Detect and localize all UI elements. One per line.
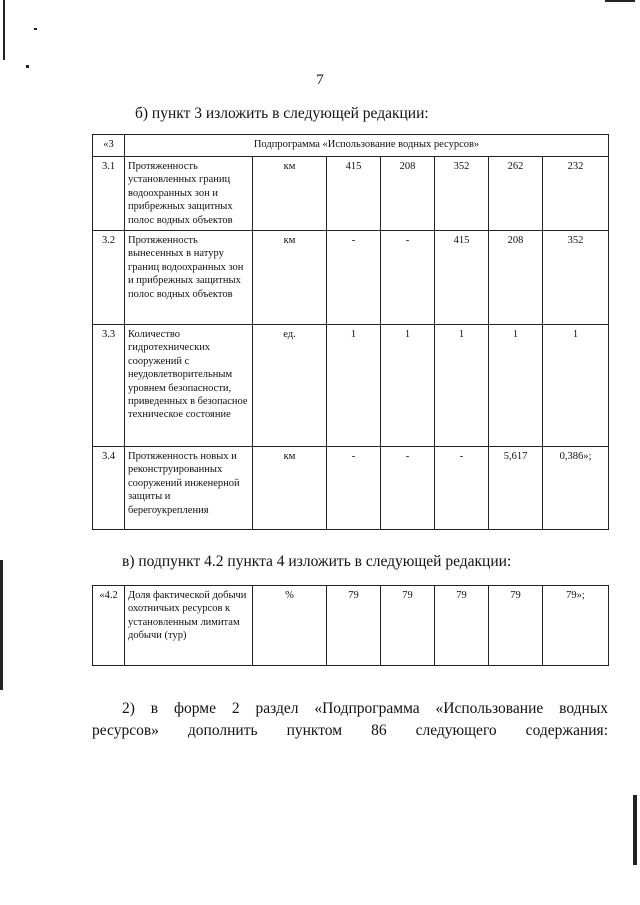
scan-artifact-dot [34,28,37,30]
table-row [93,447,609,530]
row-value: 1 [327,325,381,447]
row-name: Протяженность установленных границ водоохранных зон и прибрежных защитных полос водных объектов [125,157,253,231]
indicator-4-2-table [92,585,609,666]
paragraph-2-line-1: 2) в форме 2 раздел «Подпрограмма «Использование водных [122,700,608,717]
table-row [93,157,609,231]
scan-artifact-left-edge [0,560,3,690]
scan-artifact-left-bar [3,0,5,60]
table-row [93,586,609,666]
row-value: - [327,447,381,530]
row-value: 415 [435,231,489,325]
row-num: 3.4 [93,447,125,530]
row-value: 415 [327,157,381,231]
row-value: 79 [489,586,543,666]
table-row [93,231,609,325]
row-unit: % [253,586,327,666]
row-num: 3.2 [93,231,125,325]
row-value: 5,617 [489,447,543,530]
paragraph-2-line-2: ресурсов» дополнить пунктом 86 следующего содержания: [92,722,608,739]
row-value: 1 [543,325,609,447]
row-name: Протяженность новых и реконструированных сооружений инженерной защиты и берегоукрепления [125,447,253,530]
header-title: Подпрограмма «Использование водных ресурсов» [125,135,609,157]
row-unit: км [253,157,327,231]
header-num: «3 [93,135,125,157]
row-unit: ед. [253,325,327,447]
scan-artifact-top-right [605,0,635,2]
row-value: 79 [435,586,489,666]
row-name: Количество гидротехнических сооружений с неудовлетворительным уровнем безопасности, приведенных в безопасное техническое состояние [125,325,253,447]
row-num: «4.2 [93,586,125,666]
row-value: 352 [543,231,609,325]
row-num: 3.1 [93,157,125,231]
row-unit: км [253,447,327,530]
row-value: 208 [381,157,435,231]
row-num: 3.3 [93,325,125,447]
row-value: 1 [489,325,543,447]
row-value: 208 [489,231,543,325]
row-value: 79»; [543,586,609,666]
table-row [93,325,609,447]
row-name: Протяженность вынесенных в натуру границ водоохранных зон и прибрежных защитных полос водных объектов [125,231,253,325]
program-table [92,134,609,530]
row-value: 79 [381,586,435,666]
row-value: 1 [381,325,435,447]
row-value: 262 [489,157,543,231]
row-value: 232 [543,157,609,231]
table-header-row [93,135,609,157]
row-value: 352 [435,157,489,231]
row-value: - [381,447,435,530]
row-unit: км [253,231,327,325]
row-value: - [327,231,381,325]
heading-b: б) пункт 3 изложить в следующей редакции: [135,105,429,122]
row-value: - [381,231,435,325]
scan-artifact-right-edge [633,795,637,865]
row-value: 1 [435,325,489,447]
row-name: Доля фактической добычи охотничьих ресурсов к установленным лимитам добычи (тур) [125,586,253,666]
row-value: - [435,447,489,530]
scan-artifact-dot [26,65,29,68]
heading-v: в) подпункт 4.2 пункта 4 изложить в следующей редакции: [122,553,512,570]
row-value: 0,386»; [543,447,609,530]
page-number: 7 [316,72,324,88]
row-value: 79 [327,586,381,666]
